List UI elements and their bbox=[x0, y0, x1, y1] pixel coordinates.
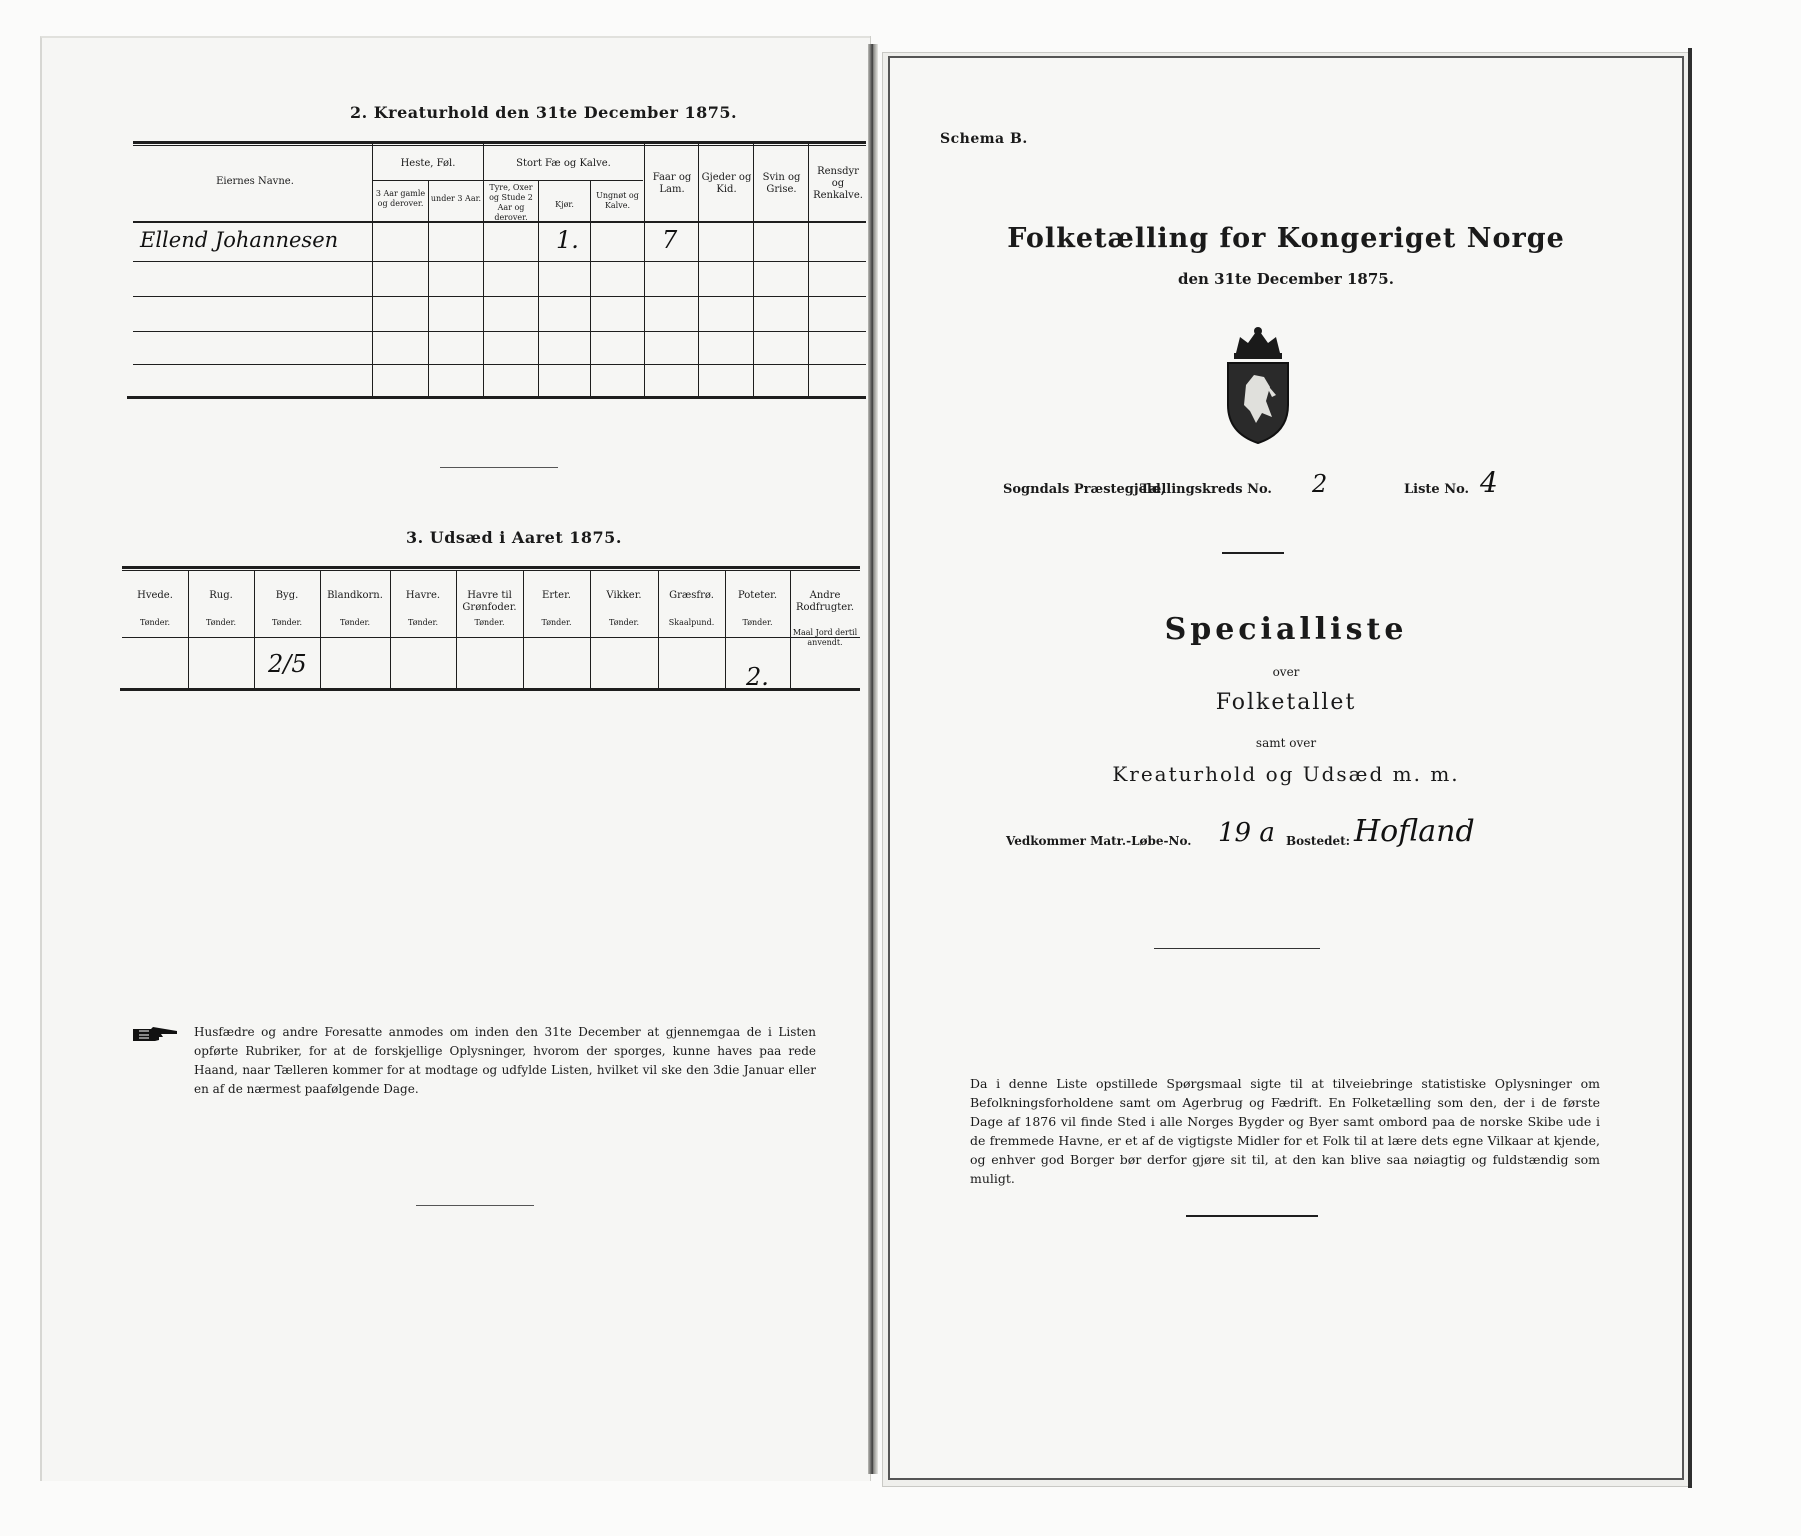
cover-footer-text: Da i denne Liste opstillede Spørgsmaal sigte til at tilveiebringe statistiske Oplysninger om Befolkningsforholdene samt om Agerbrug og Fædrift. En Folketælling som den, der i de første Dage af 1876 vil finde Sted i alle Norges Bygder og Byer samt ombord paa de norske Skibe ude i de fremmede Havne, er et af de vigtigste Midler for et Folk til at lære dets egne Vilkaar at kjende, og enhver god Borger bør derfor gjøre sit til, at den kan blive saa nøiagtig og fuldstændig som muligt. bbox=[970, 1076, 1600, 1186]
col-divider bbox=[538, 180, 539, 398]
seed-col-divider bbox=[320, 570, 321, 690]
seed-col-header: Græsfrø. bbox=[669, 590, 714, 601]
col-goats-header: Gjeder og Kid. bbox=[701, 172, 752, 195]
cover-divider bbox=[1154, 948, 1320, 949]
samt-over-text: samt over bbox=[1255, 736, 1317, 750]
poteter-value-entry: 2. bbox=[746, 663, 769, 691]
col-divider bbox=[698, 144, 699, 398]
coat-of-arms-icon bbox=[1218, 325, 1298, 449]
folketallet-text: Folketallet bbox=[1215, 690, 1357, 715]
col-divider bbox=[753, 144, 754, 398]
seed-col-divider bbox=[590, 570, 591, 690]
list-value-entry: 4 bbox=[1480, 466, 1498, 499]
seed-col-divider bbox=[658, 570, 659, 690]
cattle-subrule bbox=[483, 180, 643, 181]
col-cattle-header: Stort Fæ og Kalve. bbox=[516, 158, 611, 169]
col-divider bbox=[372, 144, 373, 398]
seed-top-rule-thin bbox=[122, 570, 860, 571]
seed-col-unit: Skaalpund. bbox=[668, 618, 715, 627]
livestock-row-rule bbox=[133, 296, 866, 297]
cover-bottom-rule bbox=[1186, 1215, 1318, 1217]
livestock-heading: 2. Kreaturhold den 31te December 1875. bbox=[350, 103, 738, 122]
cows-count-entry: 1. bbox=[556, 226, 579, 254]
col-horses-sub2: under 3 Aar. bbox=[430, 194, 482, 203]
seed-col-header: Poteter. bbox=[737, 590, 778, 601]
bostedet-label: Bostedet: bbox=[1286, 834, 1351, 848]
seed-col-divider bbox=[188, 570, 189, 690]
seed-col-divider bbox=[523, 570, 524, 690]
col-cattle-sub3: Ungnøt og Kalve. bbox=[596, 191, 639, 210]
livestock-row-rule bbox=[133, 364, 866, 365]
owner-name-entry: Ellend Johannesen bbox=[140, 228, 339, 252]
seed-col-header: Rug. bbox=[209, 590, 233, 601]
col-horses-sub1: 3 Aar gamle og derover. bbox=[375, 189, 426, 208]
livestock-top-rule-thin bbox=[133, 145, 866, 146]
seed-col-divider bbox=[390, 570, 391, 690]
seed-col-unit: Tønder. bbox=[205, 618, 237, 627]
col-reindeer-header: Rensdyr og Renkalve. bbox=[813, 166, 863, 201]
over-text: over bbox=[1272, 665, 1300, 679]
left-page bbox=[40, 36, 870, 1481]
seed-col-header: Vikker. bbox=[606, 590, 642, 601]
specialliste-title: Specialliste bbox=[1164, 612, 1408, 647]
col-divider bbox=[428, 180, 429, 398]
seed-col-unit: Tønder. bbox=[608, 618, 640, 627]
seed-top-rule bbox=[122, 566, 860, 569]
col-cattle-sub2: Kjør. bbox=[555, 200, 574, 209]
seed-col-divider bbox=[254, 570, 255, 690]
seed-col-header: Erter. bbox=[542, 590, 571, 601]
matr-value-entry: 19 a bbox=[1218, 818, 1275, 848]
col-owner-header: Eiernes Navne. bbox=[216, 176, 294, 187]
col-horses-header: Heste, Føl. bbox=[400, 158, 456, 169]
seed-col-header: Hvede. bbox=[137, 590, 173, 601]
list-label: Liste No. bbox=[1404, 482, 1470, 497]
sheep-count-entry: 7 bbox=[662, 226, 678, 254]
seed-col-unit: Tønder. bbox=[742, 618, 773, 627]
kreaturhold-text: Kreaturhold og Udsæd m. m. bbox=[1112, 762, 1460, 786]
cover-date: den 31te December 1875. bbox=[1178, 270, 1394, 288]
seed-col-unit: Tønder. bbox=[474, 618, 505, 627]
seed-col-unit: Tønder. bbox=[339, 618, 371, 627]
byg-value-entry: 2/5 bbox=[268, 650, 307, 678]
seed-col-header: Blandkorn. bbox=[327, 590, 383, 601]
section-divider bbox=[416, 1205, 534, 1206]
pointing-hand-icon bbox=[131, 1025, 181, 1049]
cover-rule bbox=[1222, 552, 1284, 554]
parish-label: Sogndals Præstegjeld, bbox=[1003, 482, 1166, 497]
seed-heading: 3. Udsæd i Aaret 1875. bbox=[406, 528, 622, 547]
col-pigs-header: Svin og Grise. bbox=[762, 172, 801, 195]
cover-title: Folketælling for Kongeriget Norge bbox=[1007, 223, 1565, 254]
livestock-row-rule bbox=[133, 331, 866, 332]
livestock-bottom-rule bbox=[127, 396, 866, 399]
book-spine bbox=[868, 44, 878, 1474]
bostedet-value-entry: Hofland bbox=[1354, 814, 1475, 849]
seed-col-unit: Tønder. bbox=[271, 618, 303, 627]
col-divider bbox=[808, 144, 809, 398]
notice-text: Husfædre og andre Foresatte anmodes om inden den 31te December at gjennemgaa de i Listen opførte Rubriker, for at de forskjellige Oplysninger, hvorom der sporges, kunne haves paa rede Haand, naar Tælleren kommer for at modtage og udfylde Listen, hvilket vil ske den 3die Januar eller en af de nærmest paafølgende Dage. bbox=[194, 1025, 816, 1096]
livestock-row-rule bbox=[133, 261, 866, 262]
col-cattle-sub1: Tyre, Oxer og Stude 2 Aar og derover. bbox=[489, 183, 533, 222]
seed-col-header: Andre Rodfrugter. bbox=[795, 590, 855, 613]
col-divider bbox=[644, 144, 645, 398]
col-sheep-header: Faar og Lam. bbox=[652, 172, 692, 195]
seed-col-header: Havre. bbox=[405, 590, 441, 601]
livestock-top-rule bbox=[133, 141, 866, 144]
seed-col-unit: Tønder. bbox=[407, 618, 439, 627]
schema-label: Schema B. bbox=[940, 131, 1028, 147]
seed-header-rule bbox=[122, 637, 860, 638]
seed-col-unit: Tønder. bbox=[139, 618, 171, 627]
col-divider bbox=[590, 180, 591, 398]
section-divider bbox=[440, 467, 558, 468]
seed-col-divider bbox=[456, 570, 457, 690]
seed-col-unit: Maal Jord dertil anvendt. bbox=[792, 628, 858, 647]
matr-label: Vedkommer Matr.-Løbe-No. bbox=[1006, 834, 1192, 848]
seed-col-header: Byg. bbox=[275, 590, 299, 601]
district-label: Tællingskreds No. bbox=[1140, 482, 1272, 497]
seed-col-unit: Tønder. bbox=[541, 618, 572, 627]
seed-col-divider bbox=[725, 570, 726, 690]
page-edge bbox=[1688, 48, 1692, 1488]
seed-col-header: Havre til Grønfoder. bbox=[462, 590, 517, 613]
district-value-entry: 2 bbox=[1312, 470, 1328, 498]
